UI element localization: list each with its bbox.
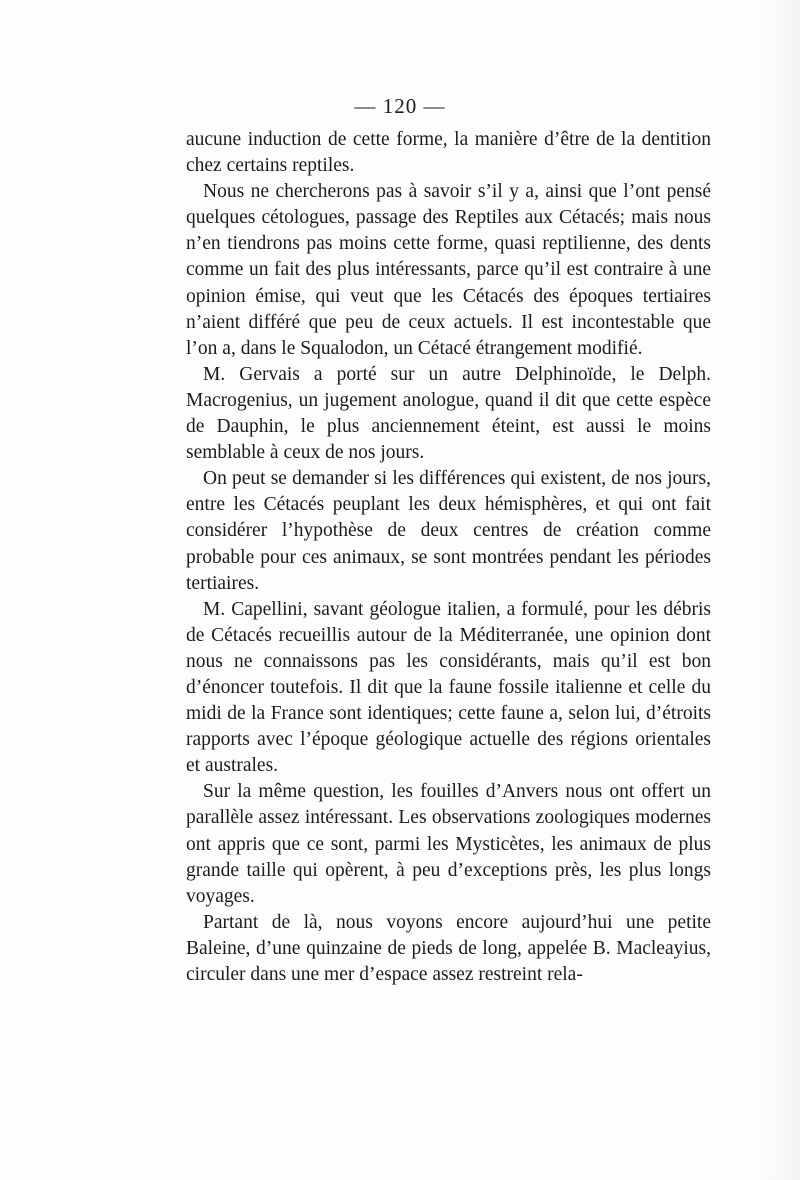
paragraph: aucune induction de cette forme, la manière d’être de la dentition chez certains reptiles. [186,129,711,177]
paragraph: Nous ne chercherons pas à savoir s’il y a, ainsi que l’ont pensé quelques cétologues, passage des Reptiles aux Cétacés; mais nous n’en tiendrons pas moins cette forme, quasi reptilienne, des dents comme un fait des plus intéressants, parce qu’il est contraire à une opinion émise, qui veut que les Cétacés des époques tertiaires n’aient différé que peu de ceux actuels. Il est incontestable que l’on a, dans le Squalodon, un Cétacé étrangement modifié. [186,181,711,359]
paragraph: Sur la même question, les fouilles d’Anvers nous ont offert un parallèle assez intéressant. Les observations zoologiques modernes ont appris que ce sont, parmi les Mysticètes, les animaux de plus grande taille qui opèrent, à peu d’exceptions près, les plus longs voyages. [186,781,711,907]
page-edge-shadow [760,0,800,1180]
paragraph: On peut se demander si les différences qui existent, de nos jours, entre les Cétacés peuplant les deux hémisphères, et qui ont fait considérer l’hypothèse de deux centres de création comme probable pour ces animaux, se sont montrées pendant les périodes tertiaires. [186,468,711,594]
paragraph: M. Capellini, savant géologue italien, a formulé, pour les débris de Cétacés recueillis autour de la Méditerranée, une opinion dont nous ne connaissons pas les considérants, mais qu’il est bon d’énoncer toutefois. Il dit que la faune fossile italienne et celle du midi de la France sont identiques; cette faune a, selon lui, d’étroits rapports avec l’époque géologique actuelle des régions orientales et australes. [186,598,711,777]
page-number: — 120 — [354,94,446,118]
paragraph: M. Gervais a porté sur un autre Delphinoïde, le Delph. Macrogenius, un jugement anologue, quand il dit que cette espèce de Dauphin, le plus anciennement éteint, est aussi le moins semblable à ceux de nos jours. [186,363,711,464]
paragraph: Partant de là, nous voyons encore aujourd’hui une petite Baleine, d’une quinzaine de pieds de long, appelée B. Macleayius, circuler dans une mer d’espace assez restreint rela- [186,911,711,985]
body-text [186,127,711,988]
